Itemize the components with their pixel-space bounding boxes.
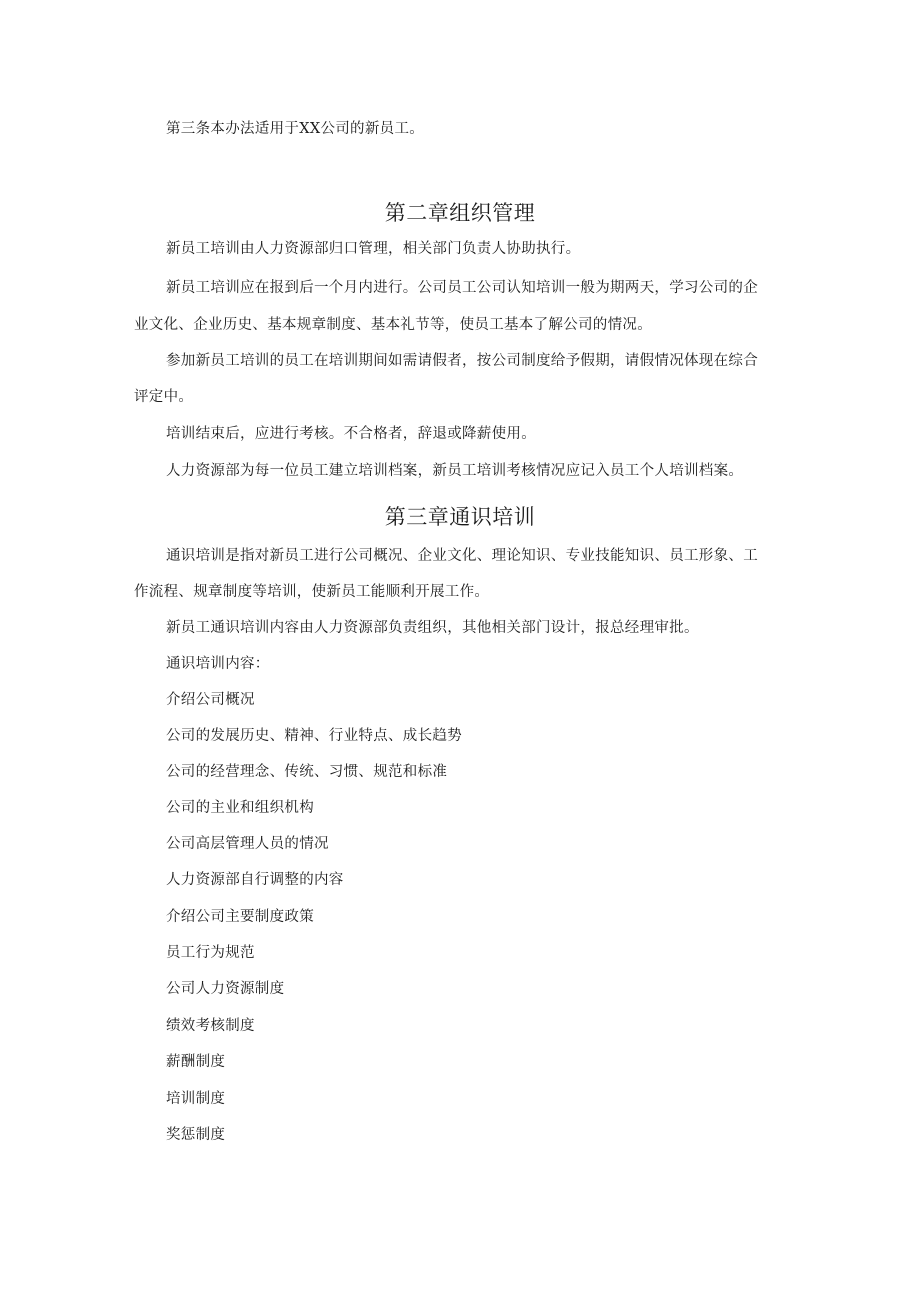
- list-item: 公司的发展历史、精神、行业特点、成长趋势: [166, 728, 462, 744]
- chapter-3-heading: 第三章通识培训: [384, 505, 536, 529]
- chapter-2-heading: 第二章组织管理: [384, 201, 536, 225]
- list-item: 薪酬制度: [166, 1054, 226, 1070]
- chapter-3-paragraph-1-line-2: 作流程、规章制度等培训，使新员工能顺利开展工作。: [134, 584, 490, 600]
- list-item: 公司的主业和组织机构: [166, 800, 314, 816]
- chapter-2-paragraph-2-line-2: 业文化、企业历史、基本规章制度、基本礼节等，使员工基本了解公司的情况。: [134, 317, 652, 333]
- chapter-3-paragraph-2: 新员工通识培训内容由人力资源部负责组织，其他相关部门设计，报总经理审批。: [166, 620, 699, 636]
- list-item: 人力资源部自行调整的内容: [166, 872, 344, 888]
- list-item: 介绍公司主要制度政策: [166, 909, 314, 925]
- list-item: 绩效考核制度: [166, 1018, 255, 1034]
- chapter-2-paragraph-4: 培训结束后，应进行考核。不合格者，辞退或降薪使用。: [166, 426, 536, 442]
- chapter-2-paragraph-3-line-1: 参加新员工培训的员工在培训期间如需请假者，按公司制度给予假期，请假情况体现在综合: [166, 353, 758, 369]
- list-item: 培训制度: [166, 1091, 226, 1107]
- chapter-3-content-label: 通识培训内容：: [166, 656, 270, 672]
- chapter-2-paragraph-2-line-1: 新员工培训应在报到后一个月内进行。公司员工公司认知培训一般为期两天，学习公司的企: [166, 280, 758, 296]
- chapter-2-paragraph-3-line-2: 评定中。: [134, 389, 194, 405]
- intro-article-line: 第三条本办法适用于XX公司的新员工。: [166, 121, 425, 137]
- list-item: 介绍公司概况: [166, 692, 255, 708]
- list-item: 公司高层管理人员的情况: [166, 836, 329, 852]
- list-item: 公司的经营理念、传统、习惯、规范和标准: [166, 764, 448, 780]
- list-item: 公司人力资源制度: [166, 981, 285, 997]
- chapter-3-paragraph-1-line-1: 通识培训是指对新员工进行公司概况、企业文化、理论知识、专业技能知识、员工形象、工: [166, 548, 758, 564]
- list-item: 员工行为规范: [166, 945, 255, 961]
- list-item: 奖惩制度: [166, 1127, 226, 1143]
- chapter-2-paragraph-1: 新员工培训由人力资源部归口管理，相关部门负责人协助执行。: [166, 241, 581, 257]
- chapter-2-paragraph-5: 人力资源部为每一位员工建立培训档案，新员工培训考核情况应记入员工个人培训档案。: [166, 463, 744, 479]
